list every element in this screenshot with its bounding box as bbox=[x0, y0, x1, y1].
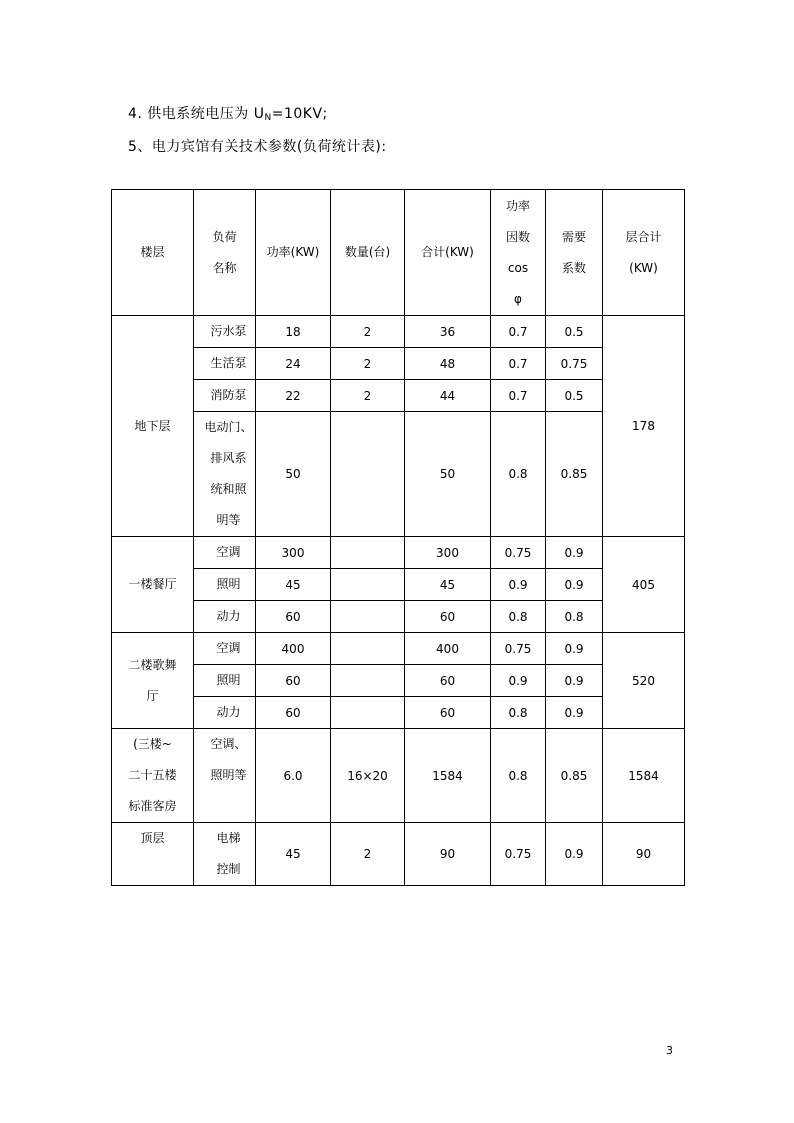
total-cell: 36 bbox=[405, 316, 491, 348]
quantity-cell bbox=[331, 537, 405, 569]
power-cell: 18 bbox=[256, 316, 331, 348]
table-row bbox=[112, 348, 685, 380]
item-4-prefix: 4. 供电系统电压为 U bbox=[128, 106, 265, 122]
table-row bbox=[112, 823, 685, 886]
table-row bbox=[112, 729, 685, 823]
header-floor-total: 层合计 (KW) bbox=[603, 190, 685, 316]
header-power-factor: 功率 因数 cos φ bbox=[491, 190, 546, 316]
header-total: 合计(KW) bbox=[405, 190, 491, 316]
total-cell: 1584 bbox=[405, 729, 491, 823]
item-4-subscript: N bbox=[264, 113, 272, 123]
floor-total-basement: 178 bbox=[603, 316, 685, 537]
demand-coefficient-cell: 0.8 bbox=[546, 601, 603, 633]
load-name: 电动门、 排风系 统和照 明等 bbox=[194, 412, 256, 537]
power-cell: 400 bbox=[256, 633, 331, 665]
table-row bbox=[112, 380, 685, 412]
power-factor-cell: 0.7 bbox=[491, 348, 546, 380]
header-power: 功率(KW) bbox=[256, 190, 331, 316]
table-row bbox=[112, 569, 685, 601]
total-cell: 400 bbox=[405, 633, 491, 665]
power-factor-cell: 0.8 bbox=[491, 729, 546, 823]
load-name: 照明 bbox=[194, 569, 256, 601]
power-cell: 300 bbox=[256, 537, 331, 569]
demand-coefficient-cell: 0.5 bbox=[546, 316, 603, 348]
power-factor-cell: 0.9 bbox=[491, 665, 546, 697]
header-floor: 楼层 bbox=[112, 190, 194, 316]
power-cell: 50 bbox=[256, 412, 331, 537]
demand-coefficient-cell: 0.85 bbox=[546, 412, 603, 537]
floor-2f: 二楼歌舞 厅 bbox=[112, 633, 194, 729]
total-cell: 300 bbox=[405, 537, 491, 569]
power-factor-cell: 0.75 bbox=[491, 633, 546, 665]
power-cell: 60 bbox=[256, 665, 331, 697]
quantity-cell bbox=[331, 569, 405, 601]
power-factor-cell: 0.8 bbox=[491, 697, 546, 729]
total-cell: 44 bbox=[405, 380, 491, 412]
power-factor-cell: 0.75 bbox=[491, 537, 546, 569]
floor-total-top: 90 bbox=[603, 823, 685, 886]
table-row bbox=[112, 316, 685, 348]
total-cell: 45 bbox=[405, 569, 491, 601]
total-cell: 60 bbox=[405, 601, 491, 633]
power-cell: 45 bbox=[256, 569, 331, 601]
power-cell: 22 bbox=[256, 380, 331, 412]
floor-top: 顶层 bbox=[112, 823, 194, 886]
power-cell: 60 bbox=[256, 697, 331, 729]
quantity-cell: 2 bbox=[331, 316, 405, 348]
load-name: 动力 bbox=[194, 601, 256, 633]
header-row bbox=[112, 190, 685, 316]
table-row bbox=[112, 633, 685, 665]
floor-total-guest-rooms: 1584 bbox=[603, 729, 685, 823]
demand-coefficient-cell: 0.85 bbox=[546, 729, 603, 823]
floor-total-1f: 405 bbox=[603, 537, 685, 633]
load-name: 生活泵 bbox=[194, 348, 256, 380]
demand-coefficient-cell: 0.75 bbox=[546, 348, 603, 380]
table-row bbox=[112, 601, 685, 633]
quantity-cell: 2 bbox=[331, 348, 405, 380]
total-cell: 60 bbox=[405, 665, 491, 697]
load-name: 空调 bbox=[194, 537, 256, 569]
table-row bbox=[112, 537, 685, 569]
table-row bbox=[112, 665, 685, 697]
load-name: 空调 bbox=[194, 633, 256, 665]
power-cell: 60 bbox=[256, 601, 331, 633]
power-cell: 24 bbox=[256, 348, 331, 380]
quantity-cell: 2 bbox=[331, 380, 405, 412]
demand-coefficient-cell: 0.5 bbox=[546, 380, 603, 412]
total-cell: 60 bbox=[405, 697, 491, 729]
demand-coefficient-cell: 0.9 bbox=[546, 569, 603, 601]
power-factor-cell: 0.8 bbox=[491, 412, 546, 537]
quantity-cell: 2 bbox=[331, 823, 405, 886]
total-cell: 90 bbox=[405, 823, 491, 886]
item-5-line: 5、电力宾馆有关技术参数(负荷统计表): bbox=[128, 139, 387, 155]
floor-guest-rooms: (三楼~ 二十五楼 标准客房 bbox=[112, 729, 194, 823]
power-cell: 45 bbox=[256, 823, 331, 886]
load-statistics-table bbox=[111, 189, 685, 886]
demand-coefficient-cell: 0.9 bbox=[546, 537, 603, 569]
quantity-cell bbox=[331, 412, 405, 537]
power-factor-cell: 0.9 bbox=[491, 569, 546, 601]
header-quantity: 数量(台) bbox=[331, 190, 405, 316]
page-number: 3 bbox=[666, 1044, 673, 1057]
item-4-suffix: =10KV; bbox=[271, 106, 328, 122]
header-demand-coefficient: 需要 系数 bbox=[546, 190, 603, 316]
power-factor-cell: 0.7 bbox=[491, 316, 546, 348]
power-cell: 6.0 bbox=[256, 729, 331, 823]
demand-coefficient-cell: 0.9 bbox=[546, 665, 603, 697]
floor-basement: 地下层 bbox=[112, 316, 194, 537]
load-name: 污水泵 bbox=[194, 316, 256, 348]
total-cell: 50 bbox=[405, 412, 491, 537]
power-factor-cell: 0.75 bbox=[491, 823, 546, 886]
quantity-cell bbox=[331, 601, 405, 633]
header-load-name: 负荷 名称 bbox=[194, 190, 256, 316]
quantity-cell bbox=[331, 633, 405, 665]
demand-coefficient-cell: 0.9 bbox=[546, 823, 603, 886]
power-factor-cell: 0.7 bbox=[491, 380, 546, 412]
load-name: 照明 bbox=[194, 665, 256, 697]
load-name: 动力 bbox=[194, 697, 256, 729]
load-name: 空调、 照明等 bbox=[194, 729, 256, 823]
load-name: 电梯 控制 bbox=[194, 823, 256, 886]
power-factor-cell: 0.8 bbox=[491, 601, 546, 633]
demand-coefficient-cell: 0.9 bbox=[546, 697, 603, 729]
quantity-cell: 16×20 bbox=[331, 729, 405, 823]
item-4-line bbox=[128, 103, 328, 123]
load-name: 消防泵 bbox=[194, 380, 256, 412]
floor-1f: 一楼餐厅 bbox=[112, 537, 194, 633]
demand-coefficient-cell: 0.9 bbox=[546, 633, 603, 665]
floor-total-2f: 520 bbox=[603, 633, 685, 729]
total-cell: 48 bbox=[405, 348, 491, 380]
table-row bbox=[112, 697, 685, 729]
quantity-cell bbox=[331, 697, 405, 729]
quantity-cell bbox=[331, 665, 405, 697]
table-row bbox=[112, 412, 685, 537]
